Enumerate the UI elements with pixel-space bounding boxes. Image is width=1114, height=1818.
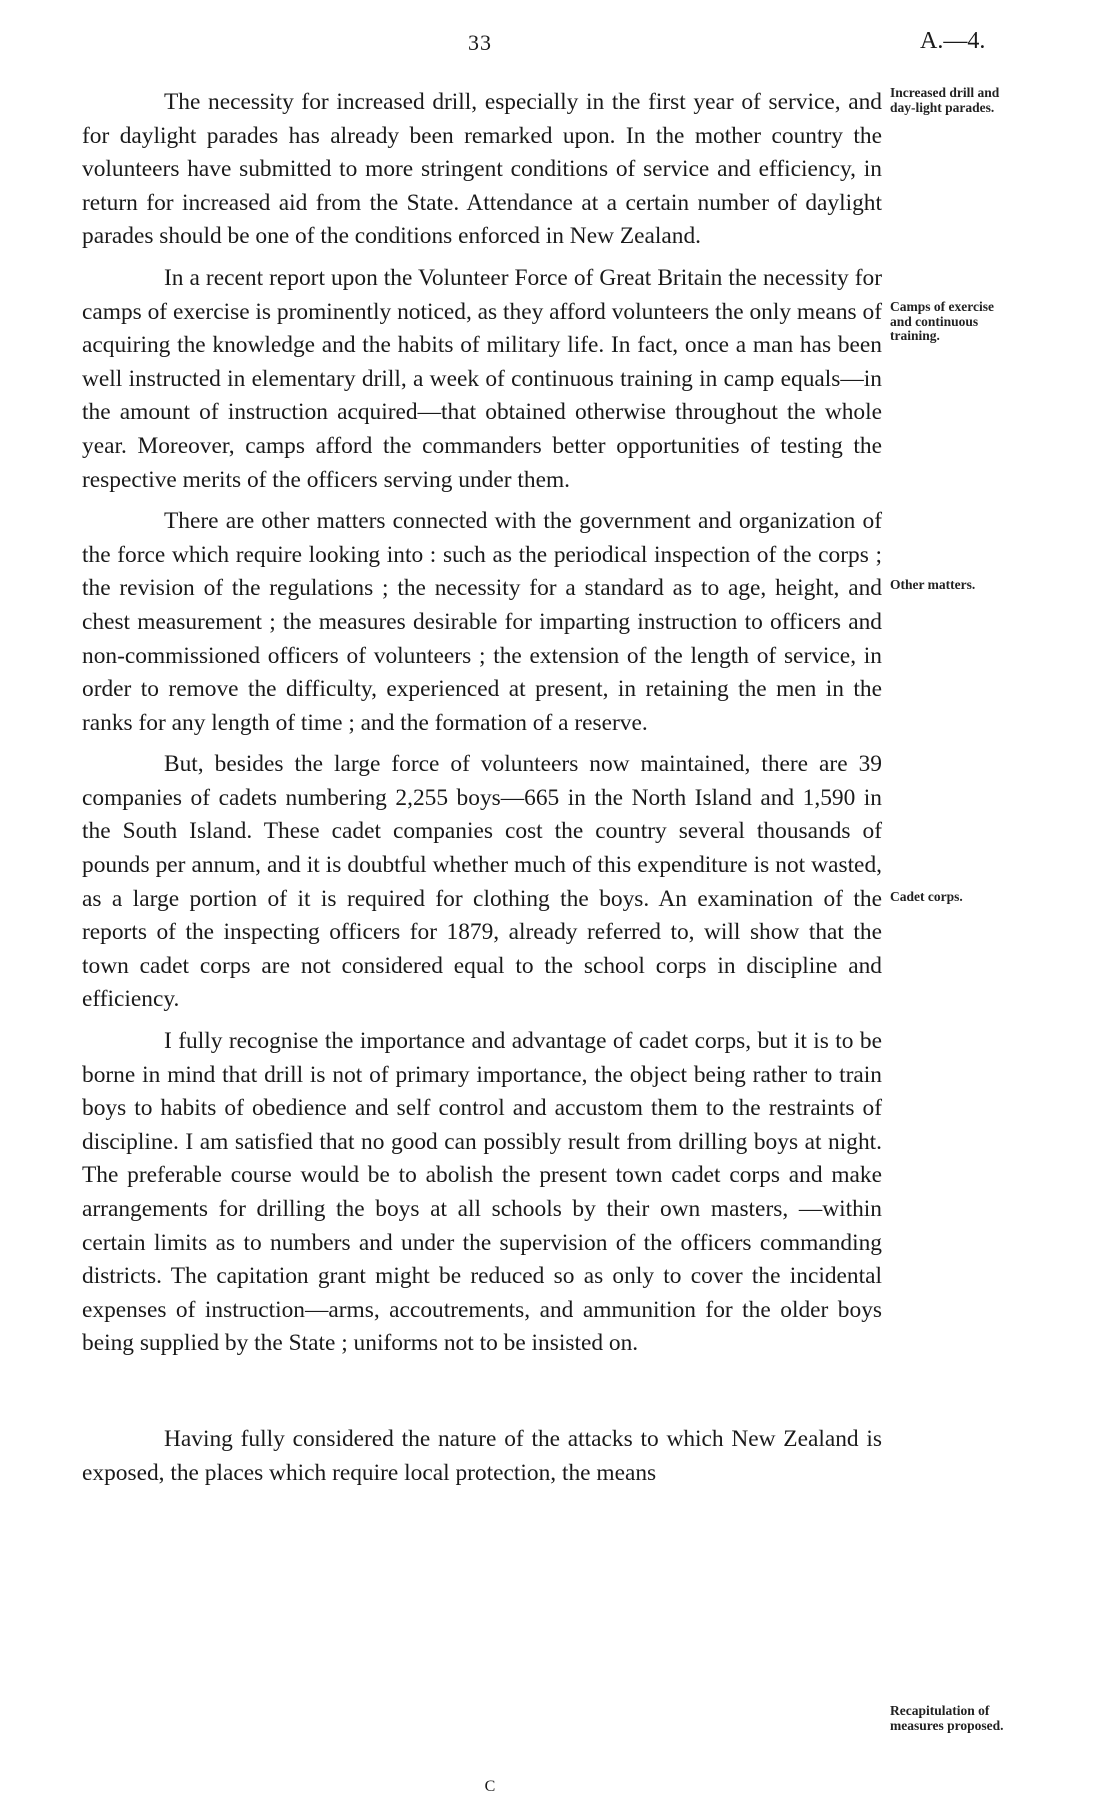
document-reference: A.—4. (920, 28, 986, 54)
sidenote-recapitulation: Recapitulation of measures proposed. (890, 1703, 1004, 1733)
sidenote-increased-drill: Increased drill and day-light parades. (890, 85, 1000, 115)
paragraph-recapitulation: Having fully considered the nature of the attacks to which New Zealand is exposed, the places which require local protection, the means (82, 1425, 882, 1486)
sidenote-other-matters: Other matters. (890, 577, 976, 592)
paragraph-cadet-corps: But, besides the large force of volunteers now maintained, there are 39 companies of cadets numbering 2,255 boys—665 in the North Island and 1,590 in the South Island. These cadet companies cost the country several thousands of pounds per annum, and it is doubtful whether much of this expenditure is not wasted, as a large portion of it is required for clothing the boys. An examination of the reports of the inspecting officers for 1879, already referred to, will show that the town cadet corps are not considered equal to the school corps in discipline and efficiency. (82, 751, 882, 1013)
signature-mark: C (484, 1778, 496, 1795)
page-number: 33 (468, 30, 492, 55)
paragraph-cadet-recommendation: I fully recognise the importance and advantage of cadet corps, but it is to be borne in mind that drill is not of primary importance, the object being rather to train boys to habits of obedience and self control and accustom them to the restraints of discipline. I am satisfied that no good can possibly result from drilling boys at night. The preferable course would be to abolish the present town cadet corps and make arrangements for drilling the boys at all schools by their own masters, —within certain limits as to numbers and under the supervision of the officers commanding districts. The capitation grant might be reduced so as only to cover the incidental expenses of instruction—arms, accoutrements, and ammunition for the older boys being supplied by the State ; uniforms not to be insisted on. (82, 1028, 882, 1357)
paragraph-daylight-parades: The necessity for increased drill, especially in the first year of service, and for daylight parades has already been remarked upon. In the mother country the volunteers have submitted to more stringent conditions of service and efficiency, in return for increased aid from the State. Attendance at a certain number of daylight parades should be one of the conditions enforced in New Zealand. (82, 89, 882, 250)
sidenote-camps-of-exercise: Camps of exercise and continuous training. (890, 299, 994, 343)
paragraph-other-matters: There are other matters connected with the government and organization of the force which require looking into : such as the periodical inspection of the corps ; the revision of the regulations ; the necessity for a standard as to age, height, and chest measurement ; the measures desirable for imparting instruction to officers and non-commissioned officers of volunteers ; the extension of the length of service, in order to remove the difficulty, experienced at present, in retaining the men in the ranks for any length of time ; and the formation of a reserve. (82, 508, 882, 736)
sidenote-cadet-corps: Cadet corps. (890, 889, 963, 904)
body-text (82, 86, 882, 1498)
paragraph-camps-of-exercise: In a recent report upon the Volunteer Force of Great Britain the necessity for camps of exercise is prominently noticed, as they afford volunteers the only means of acquiring the knowledge and the habits of military life. In fact, once a man has been well instructed in elementary drill, a week of continuous training in camp equals—in the amount of instruction acquired—that obtained otherwise throughout the whole year. Moreover, camps afford the commanders better opportunities of testing the respective merits of the officers serving under them. (82, 264, 882, 493)
